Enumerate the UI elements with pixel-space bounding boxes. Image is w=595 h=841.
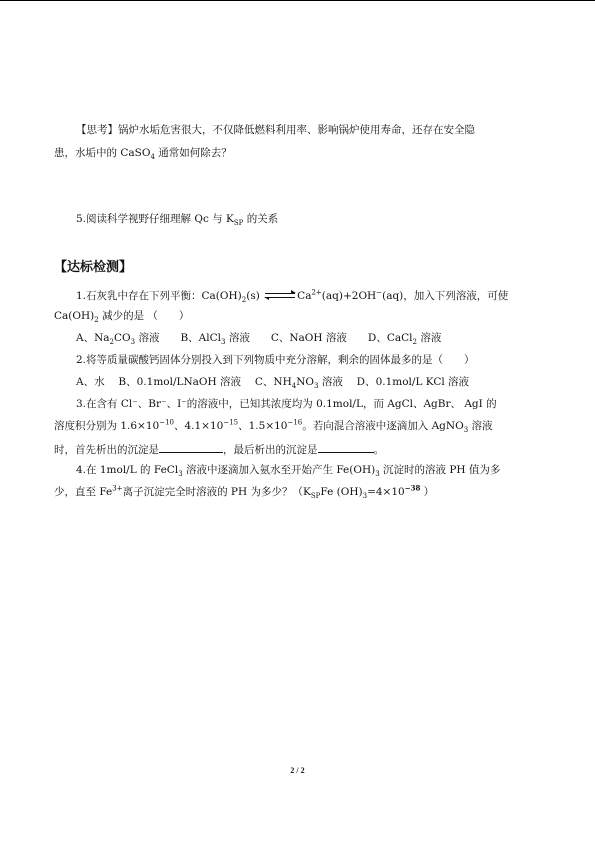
q2-stem: 2.将等质量碳酸钙固体分别投入到下列物质中充分溶解，剩余的固体最多的是（ ） xyxy=(76,354,475,366)
think-line-1: 【思考】锅炉水垢危害很大，不仅降低燃料利用率、影响锅炉使用寿命，还存在安全隐 xyxy=(76,124,475,136)
page-number: 2 / 2 xyxy=(290,766,305,775)
q2-options: A、水 B、0.1mol/LNaOH 溶液 C、$NH_4NO_3$ 溶液 D、0.1mol/L KCl 溶液 xyxy=(76,376,470,391)
q1-options: A、$Na_2CO_3$ 溶液 B、AlCl$_3$ 溶液 C、NaOH 溶液 D、CaCl$_2$ 溶液 xyxy=(76,332,442,347)
answer-blank-first[interactable] xyxy=(159,441,223,453)
q3-line-2: 溶度积分别为 $1.6\times 10^{-10}$、$4.1\times 10^{-15}$、$1.5\times 10^{-16}$。若向混合溶液中逐滴加入 AgNO$_3$ 溶液 xyxy=(54,418,493,435)
q3-line-3: 时，首先析出的沉淀是 ，最后析出的沉淀是 。 xyxy=(54,441,384,457)
q1-stem-line-1: 1.石灰乳中存在下列平衡：$Ca(OH)_2(s)$ $Ca^{2+}(aq)+2OH^-(aq)$，加入下列溶液，可使 xyxy=(76,288,509,305)
top-border-rule xyxy=(0,0,595,1)
equilibrium-arrows-icon xyxy=(263,291,297,301)
think-line-2: 患，水垢中的 CaSO$_4$ 通常如何除去？ xyxy=(54,147,232,162)
answer-blank-last[interactable] xyxy=(318,441,374,453)
q4-line-1: 4.在 1mol/L 的 FeCl$_3$ 溶液中逐滴加入氨水至开始产生 $Fe(OH)_3$ 沉淀时的溶液 PH 值为多 xyxy=(76,464,501,479)
item-5: 5.阅读科学视野仔细理解 Qc 与 $K_{SP}$ 的关系 xyxy=(76,213,279,228)
q3-line-1: 3.在含有 Cl⁻、Br⁻、I⁻的溶液中，已知其浓度均为 0.1mol/L，而 AgCl、AgBr、 AgI 的 xyxy=(76,398,497,410)
section-title: 【达标检测】 xyxy=(54,260,133,275)
q1-stem-line-2: $Ca(OH)_2$ 减少的是 （ ） xyxy=(54,310,190,325)
q4-line-2: 少，直至 $Fe^{3+}$离子沉淀完全时溶液的 PH 为多少？（$K_{SP}Fe$ $(OH)_3=4\times 10^{-38}$ ） xyxy=(54,483,435,501)
